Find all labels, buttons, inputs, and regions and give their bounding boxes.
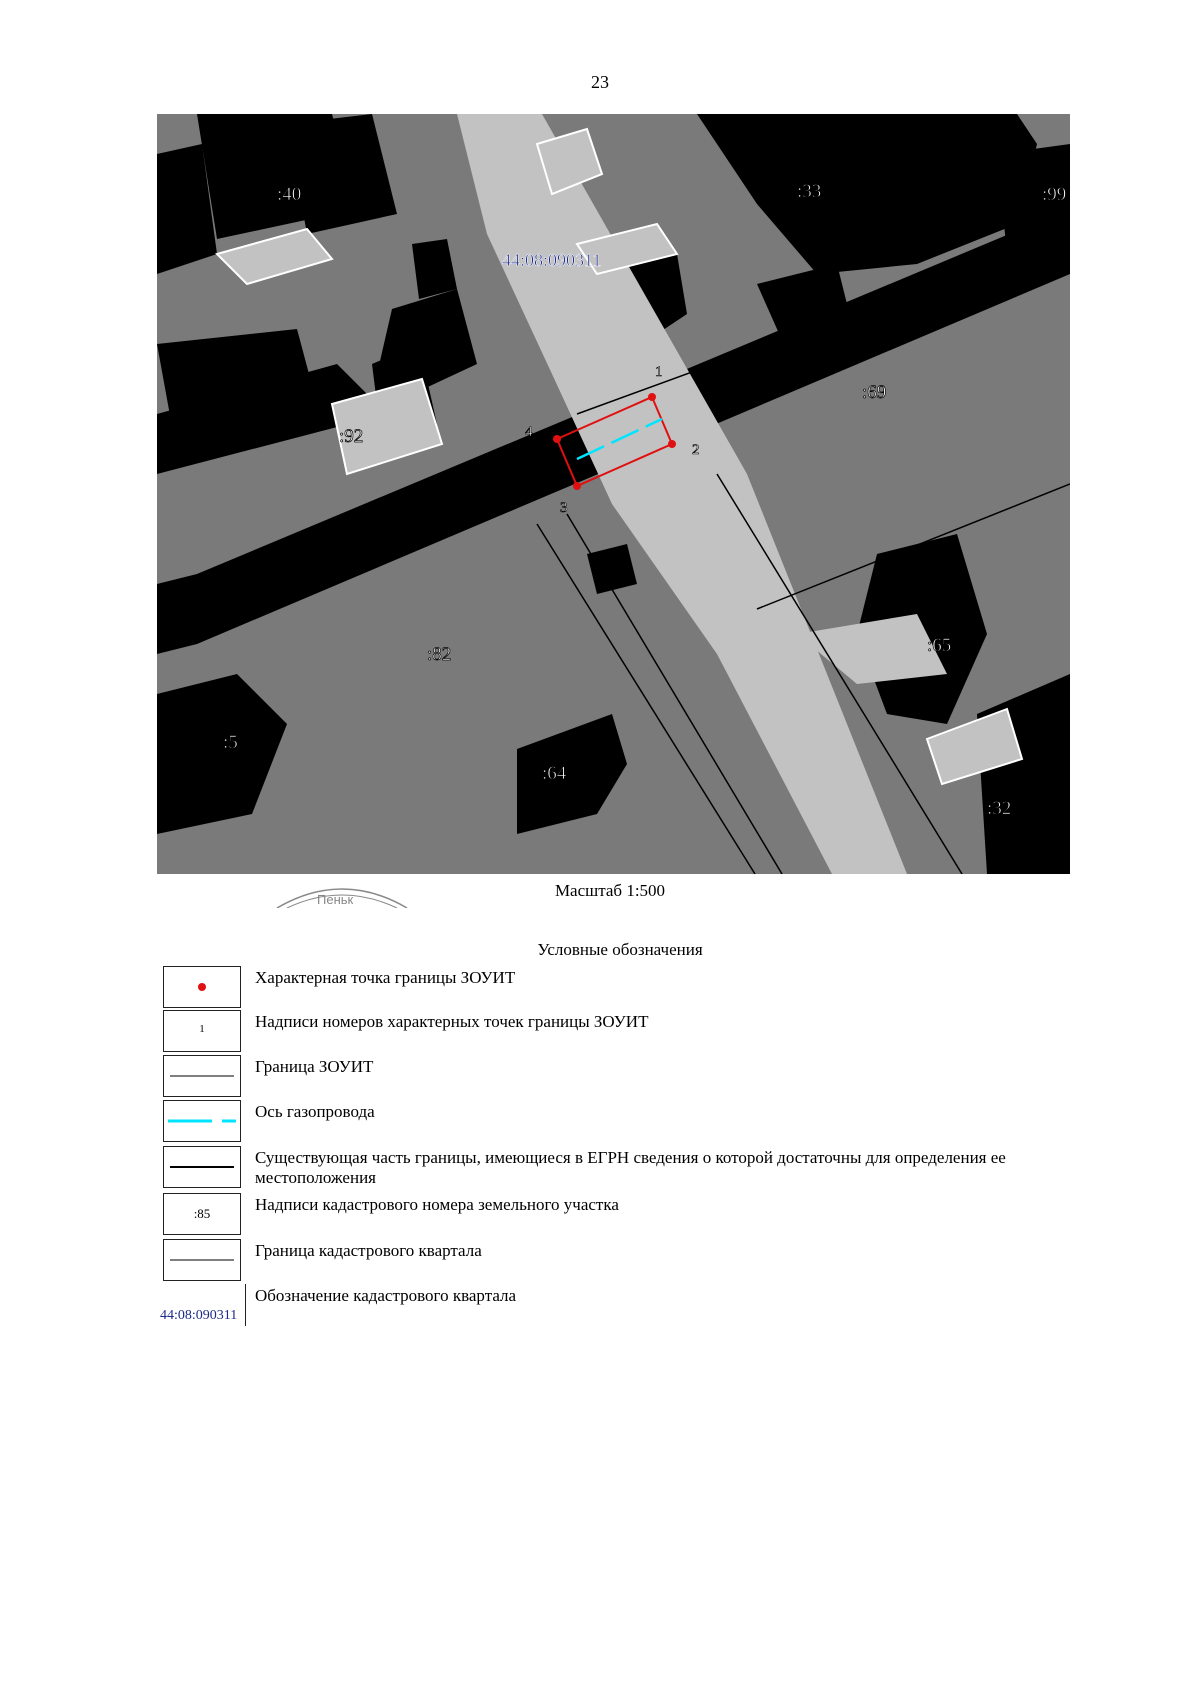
parcel-label-32: :32 (987, 798, 1012, 819)
parcel-sample-text: :85 (193, 1206, 211, 1221)
svg-text:Пеньк: Пеньк (317, 892, 354, 907)
legend-text: Надписи номеров характерных точек границы ЗОУИТ (255, 1012, 649, 1031)
parcel-label-69: :69 (862, 382, 887, 403)
parcel-label-33: :33 (797, 181, 822, 202)
legend-text: Обозначение кадастрового квартала (255, 1286, 517, 1305)
stamp-fragment (272, 882, 412, 908)
zouit-point-3 (573, 482, 581, 490)
point-label-4: 4 (525, 424, 533, 440)
scale-label: Масштаб 1:500 (554, 881, 666, 900)
quarter-label: 44:08:090311 (502, 250, 602, 270)
legend-sample-thin-line (163, 1055, 241, 1097)
legend-text: Характерная точка границы ЗОУИТ (255, 968, 516, 987)
legend-text: Граница ЗОУИТ (255, 1057, 374, 1076)
legend-sample-cyan-dash (163, 1100, 241, 1142)
quarter-sample-text: 44:08:090311 (160, 1308, 238, 1323)
legend-title: Условные обозначения (537, 940, 703, 959)
parcel-label-99: :99 (1042, 184, 1067, 205)
zouit-point-2 (668, 440, 676, 448)
point-label-1: 1 (655, 364, 663, 380)
legend-text: Граница кадастрового квартала (255, 1241, 482, 1260)
legend-sample-red-dot (163, 966, 241, 1008)
legend-text: Существующая часть границы, имеющиеся в ЕГРН сведения о которой достаточны для определения ее местоположения (255, 1148, 1006, 1187)
red-dot-icon (198, 983, 206, 991)
legend-text: Надписи кадастрового номера земельного участка (255, 1195, 619, 1214)
legend-text: Ось газопровода (255, 1102, 375, 1121)
parcel-label-64: :64 (542, 763, 567, 784)
parcel-label-65: :65 (927, 635, 952, 656)
number-sample-text: 1 (199, 1023, 205, 1035)
point-label-2: 2 (692, 442, 700, 458)
parcel-label-5: :5 (223, 732, 238, 753)
zouit-point-4 (553, 435, 561, 443)
legend-sample-quarter-label (157, 1284, 246, 1326)
point-label-3: 3 (560, 500, 568, 516)
legend-sample-thick-line (163, 1146, 241, 1188)
parcel-label-40: :40 (277, 184, 302, 205)
legend-sample-number (163, 1010, 241, 1052)
zouit-point-1 (648, 393, 656, 401)
parcel-label-92: :92 (339, 426, 364, 447)
legend-sample-parcel-label (163, 1193, 241, 1235)
cadastral-map[interactable] (157, 114, 1070, 874)
parcel-label-82: :82 (427, 644, 452, 665)
page-number: 23 (591, 72, 609, 92)
legend-sample-thin-line (163, 1239, 241, 1281)
